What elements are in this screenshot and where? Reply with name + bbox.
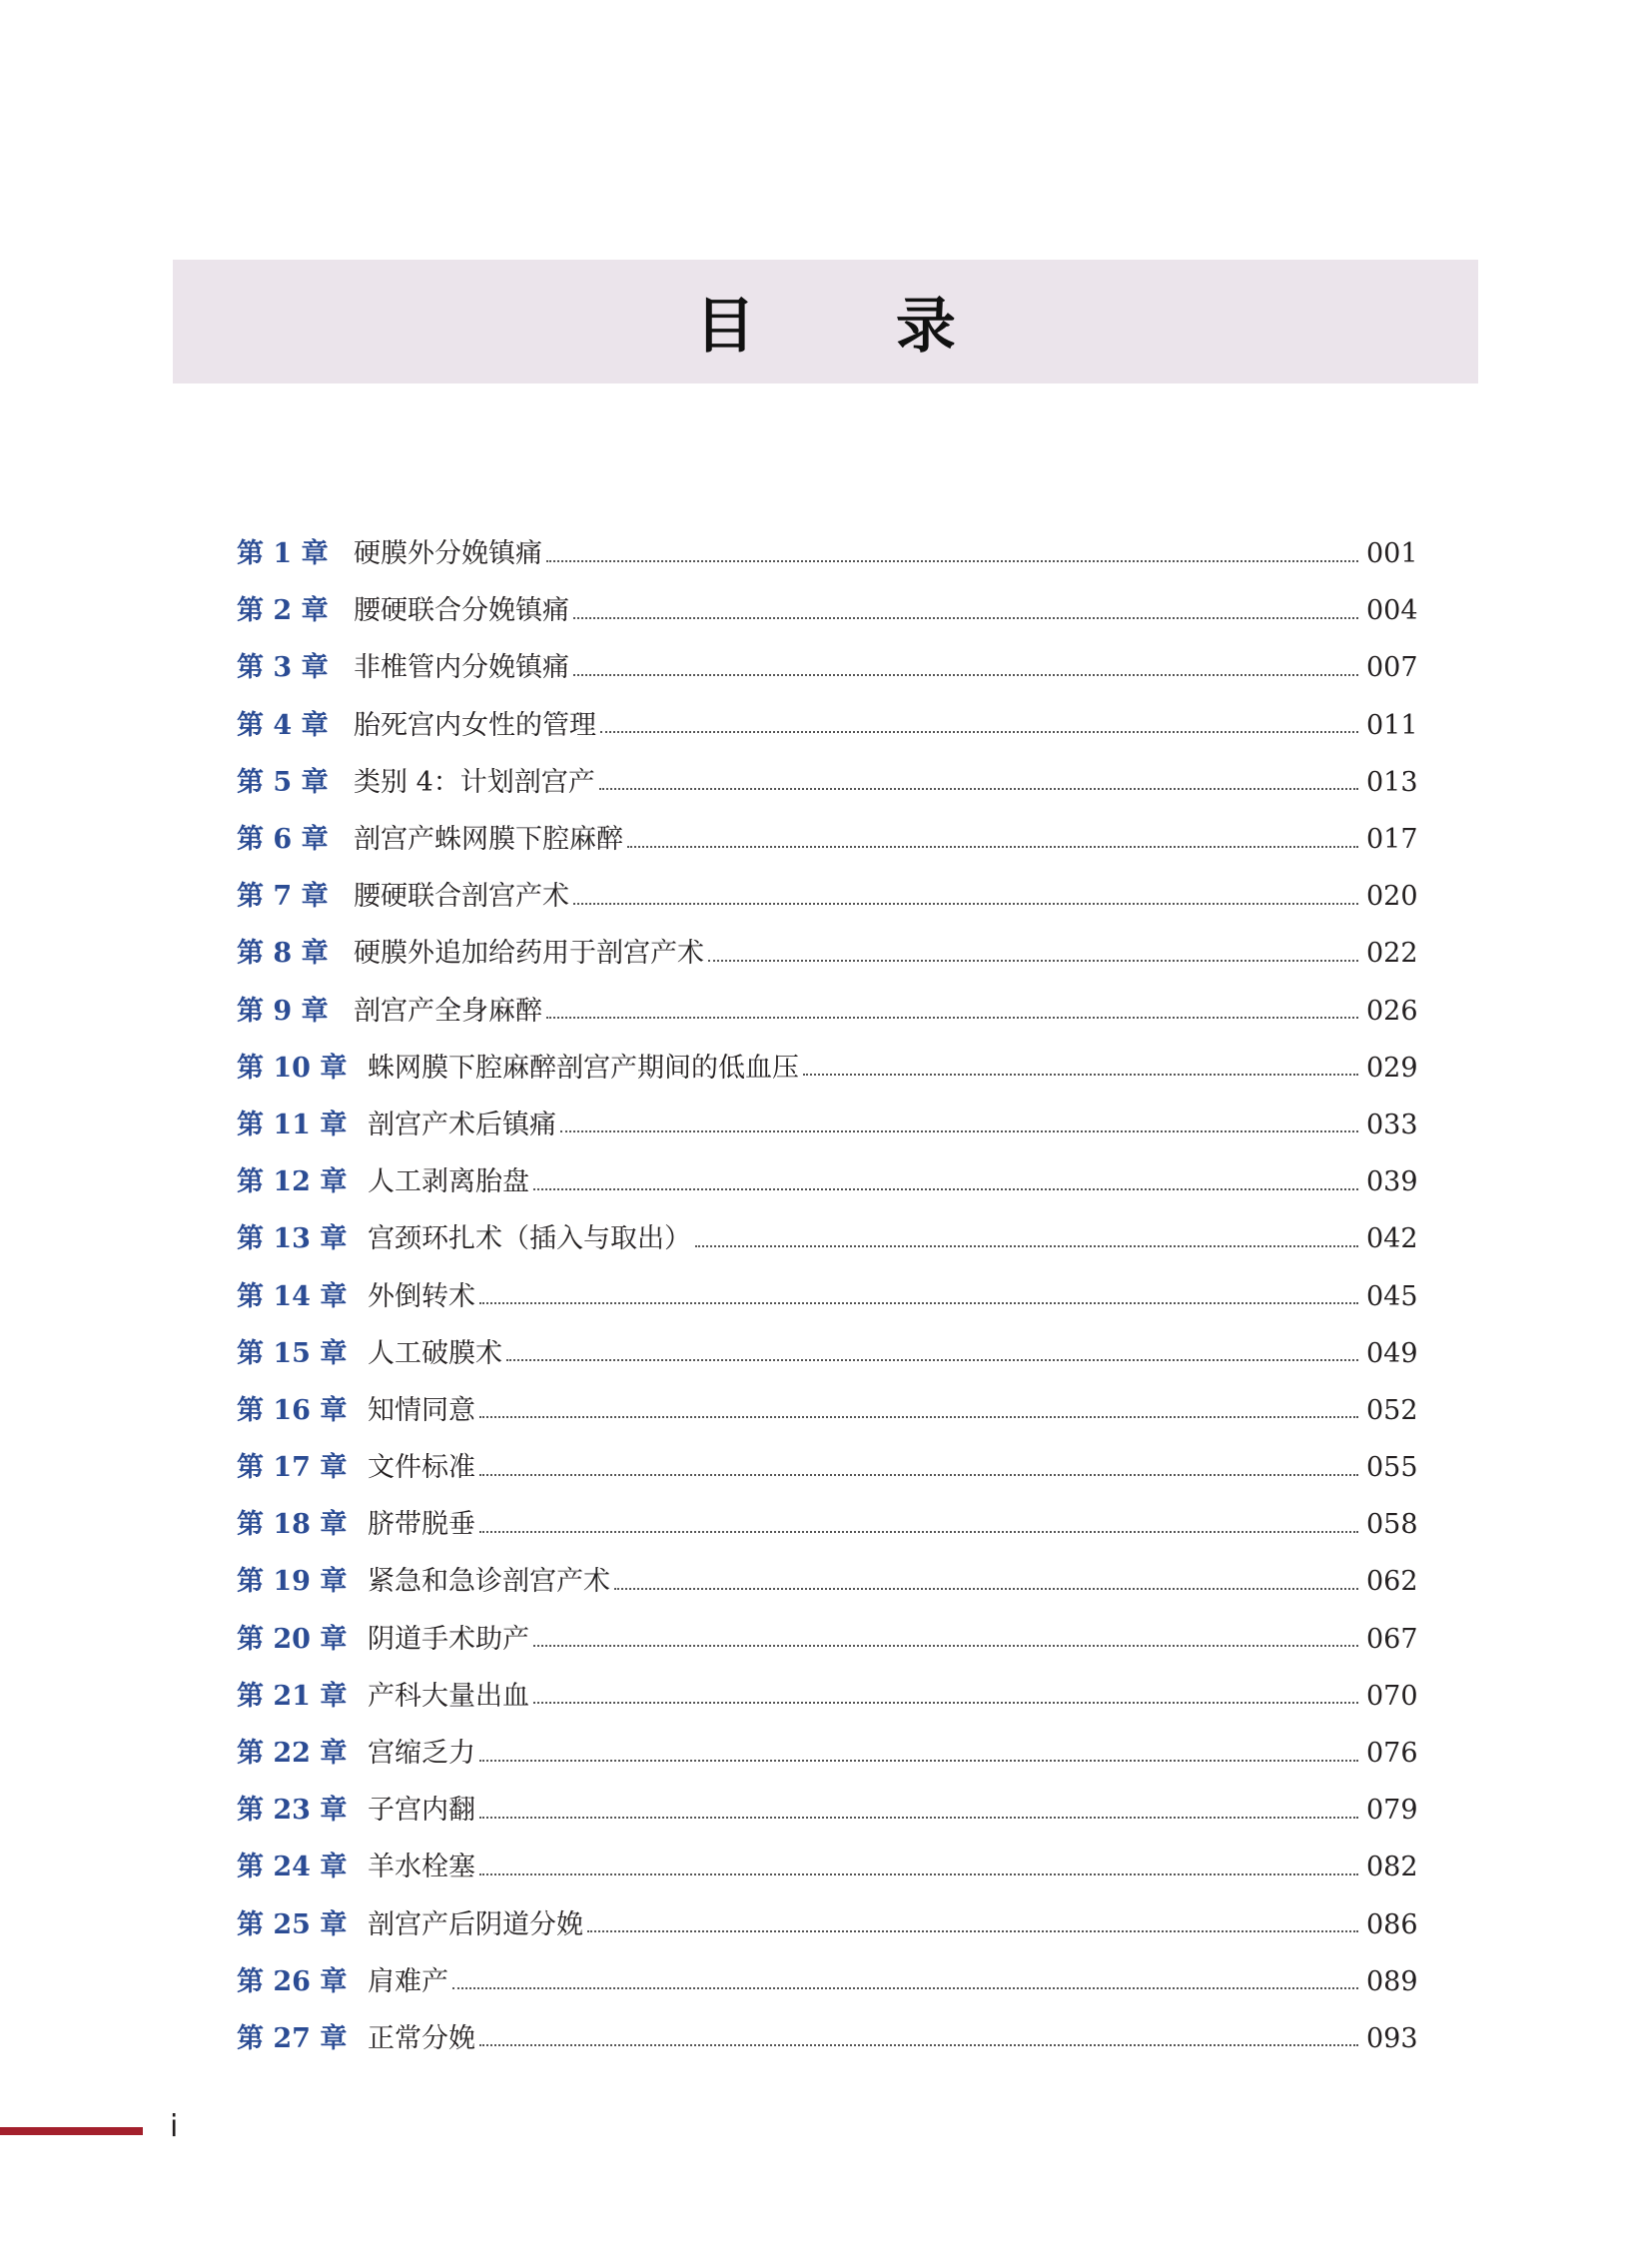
dot-leader <box>479 1300 1358 1304</box>
dot-leader <box>533 1186 1358 1190</box>
toc-entry[interactable] <box>237 1668 1418 1725</box>
toc-entry[interactable] <box>237 811 1418 868</box>
page-number: 004 <box>1366 595 1418 627</box>
chapter-label: 第 7 章 <box>237 881 329 913</box>
toc-entry[interactable] <box>237 1839 1418 1895</box>
chapter-label: 第 8 章 <box>237 938 329 970</box>
chapter-label: 第 11 章 <box>237 1109 348 1140</box>
toc-entry[interactable] <box>237 1439 1418 1496</box>
toc-entry[interactable] <box>237 1896 1418 1953</box>
chapter-label: 第 25 章 <box>237 1908 348 1940</box>
page-number: 022 <box>1366 938 1418 970</box>
dot-leader <box>695 1243 1358 1247</box>
dot-leader <box>573 672 1358 676</box>
chapter-label: 第 13 章 <box>237 1223 348 1255</box>
chapter-title: 文件标准 <box>368 1452 475 1484</box>
dot-leader <box>533 1643 1358 1647</box>
chapter-title: 剖宫产全身麻醉 <box>354 995 542 1027</box>
chapter-label: 第 2 章 <box>237 595 329 627</box>
table-of-contents <box>237 525 1418 2067</box>
toc-entry[interactable] <box>237 639 1418 696</box>
chapter-title: 外倒转术 <box>368 1280 475 1312</box>
toc-entry[interactable] <box>237 1496 1418 1553</box>
chapter-title: 非椎管内分娩镇痛 <box>354 652 569 684</box>
dot-leader <box>546 1015 1358 1019</box>
chapter-label: 第 19 章 <box>237 1566 348 1598</box>
page-number: 055 <box>1366 1452 1418 1484</box>
page-number: 082 <box>1366 1852 1418 1883</box>
page-number: 020 <box>1366 881 1418 913</box>
toc-entry[interactable] <box>237 1040 1418 1097</box>
page-number: 093 <box>1366 2022 1418 2054</box>
dot-leader <box>708 958 1358 962</box>
toc-entry[interactable] <box>237 1382 1418 1439</box>
toc-entry[interactable] <box>237 1267 1418 1324</box>
page-number: 017 <box>1366 824 1418 856</box>
dot-leader <box>533 1700 1358 1704</box>
page-number: 045 <box>1366 1280 1418 1312</box>
dot-leader <box>452 1985 1358 1989</box>
page-number: 042 <box>1366 1223 1418 1255</box>
chapter-title: 正常分娩 <box>368 2022 475 2054</box>
page-number: 033 <box>1366 1109 1418 1140</box>
chapter-title: 腰硬联合剖宫产术 <box>354 881 569 913</box>
chapter-title: 剖宫产术后镇痛 <box>368 1109 556 1140</box>
chapter-title: 蛛网膜下腔麻醉剖宫产期间的低血压 <box>368 1052 799 1084</box>
chapter-title: 人工剥离胎盘 <box>368 1166 529 1198</box>
chapter-title: 腰硬联合分娩镇痛 <box>354 595 569 627</box>
dot-leader <box>479 1871 1358 1875</box>
page-folio: i <box>170 2109 179 2144</box>
toc-entry[interactable] <box>237 2010 1418 2067</box>
toc-entry[interactable] <box>237 868 1418 925</box>
dot-leader <box>600 729 1358 733</box>
page-number: 076 <box>1366 1738 1418 1770</box>
toc-entry[interactable] <box>237 925 1418 982</box>
page-number: 001 <box>1366 538 1418 570</box>
dot-leader <box>506 1357 1358 1361</box>
chapter-title: 产科大量出血 <box>368 1680 529 1712</box>
dot-leader <box>587 1928 1358 1932</box>
chapter-label: 第 22 章 <box>237 1738 348 1770</box>
chapter-label: 第 12 章 <box>237 1166 348 1198</box>
page-number: 013 <box>1366 766 1418 798</box>
chapter-label: 第 18 章 <box>237 1509 348 1541</box>
page-number: 052 <box>1366 1394 1418 1426</box>
page-number: 049 <box>1366 1337 1418 1369</box>
page-number: 086 <box>1366 1908 1418 1940</box>
dot-leader <box>479 1414 1358 1418</box>
chapter-title: 紧急和急诊剖宫产术 <box>368 1566 610 1598</box>
chapter-title: 知情同意 <box>368 1394 475 1426</box>
dot-leader <box>627 844 1358 848</box>
page-number: 058 <box>1366 1509 1418 1541</box>
chapter-title: 肩难产 <box>368 1965 448 1997</box>
toc-entry[interactable] <box>237 1782 1418 1839</box>
toc-entry[interactable] <box>237 525 1418 582</box>
dot-leader <box>803 1072 1358 1076</box>
chapter-label: 第 24 章 <box>237 1852 348 1883</box>
dot-leader <box>560 1128 1358 1132</box>
toc-entry[interactable] <box>237 1097 1418 1153</box>
page-number: 062 <box>1366 1566 1418 1598</box>
dot-leader <box>573 615 1358 619</box>
chapter-label: 第 6 章 <box>237 824 329 856</box>
chapter-label: 第 1 章 <box>237 538 329 570</box>
chapter-label: 第 14 章 <box>237 1280 348 1312</box>
chapter-title: 脐带脱垂 <box>368 1509 475 1541</box>
toc-entry[interactable] <box>237 697 1418 754</box>
page-number: 089 <box>1366 1965 1418 1997</box>
dot-leader <box>479 2042 1358 2046</box>
toc-entry[interactable] <box>237 1611 1418 1668</box>
dot-leader <box>599 786 1358 790</box>
chapter-title: 剖宫产蛛网膜下腔麻醉 <box>354 824 623 856</box>
toc-entry[interactable] <box>237 1953 1418 2010</box>
footer-accent-bar <box>0 2127 143 2135</box>
chapter-title: 硬膜外分娩镇痛 <box>354 538 542 570</box>
page-number: 011 <box>1366 709 1418 741</box>
chapter-title: 子宫内翻 <box>368 1795 475 1827</box>
chapter-title: 宫缩乏力 <box>368 1738 475 1770</box>
page-number: 026 <box>1366 995 1418 1027</box>
chapter-title: 剖宫产后阴道分娩 <box>368 1908 583 1940</box>
page-title: 目 录 <box>695 292 1016 362</box>
chapter-title: 宫颈环扎术（插入与取出） <box>368 1223 691 1255</box>
dot-leader <box>614 1586 1358 1590</box>
dot-leader <box>546 558 1358 562</box>
page-number: 079 <box>1366 1795 1418 1827</box>
page-number: 039 <box>1366 1166 1418 1198</box>
page-number: 029 <box>1366 1052 1418 1084</box>
toc-entry[interactable] <box>237 1553 1418 1610</box>
toc-entry[interactable] <box>237 1725 1418 1782</box>
chapter-title: 类别 4：计划剖宫产 <box>354 766 595 798</box>
chapter-label: 第 17 章 <box>237 1452 348 1484</box>
page-number: 070 <box>1366 1680 1418 1712</box>
dot-leader <box>479 1815 1358 1819</box>
chapter-label: 第 26 章 <box>237 1965 348 1997</box>
chapter-label: 第 10 章 <box>237 1052 348 1084</box>
dot-leader <box>479 1472 1358 1476</box>
chapter-label: 第 4 章 <box>237 709 329 741</box>
toc-entry[interactable] <box>237 1325 1418 1382</box>
chapter-title: 胎死宫内女性的管理 <box>354 709 596 741</box>
chapter-title: 人工破膜术 <box>368 1337 502 1369</box>
chapter-title: 羊水栓塞 <box>368 1852 475 1883</box>
chapter-label: 第 3 章 <box>237 652 329 684</box>
toc-entry[interactable] <box>237 983 1418 1040</box>
chapter-label: 第 5 章 <box>237 766 329 798</box>
chapter-label: 第 21 章 <box>237 1680 348 1712</box>
toc-entry[interactable] <box>237 754 1418 811</box>
toc-entry[interactable] <box>237 582 1418 639</box>
dot-leader <box>573 901 1358 905</box>
chapter-label: 第 15 章 <box>237 1337 348 1369</box>
chapter-title: 硬膜外追加给药用于剖宫产术 <box>354 938 704 970</box>
chapter-label: 第 27 章 <box>237 2022 348 2054</box>
toc-title-band <box>173 260 1478 383</box>
dot-leader <box>479 1758 1358 1762</box>
chapter-title: 阴道手术助产 <box>368 1623 529 1655</box>
toc-entry[interactable] <box>237 1153 1418 1210</box>
chapter-label: 第 16 章 <box>237 1394 348 1426</box>
chapter-label: 第 9 章 <box>237 995 329 1027</box>
chapter-label: 第 23 章 <box>237 1795 348 1827</box>
page-number: 007 <box>1366 652 1418 684</box>
dot-leader <box>479 1529 1358 1533</box>
page-number: 067 <box>1366 1623 1418 1655</box>
toc-entry[interactable] <box>237 1210 1418 1267</box>
chapter-label: 第 20 章 <box>237 1623 348 1655</box>
